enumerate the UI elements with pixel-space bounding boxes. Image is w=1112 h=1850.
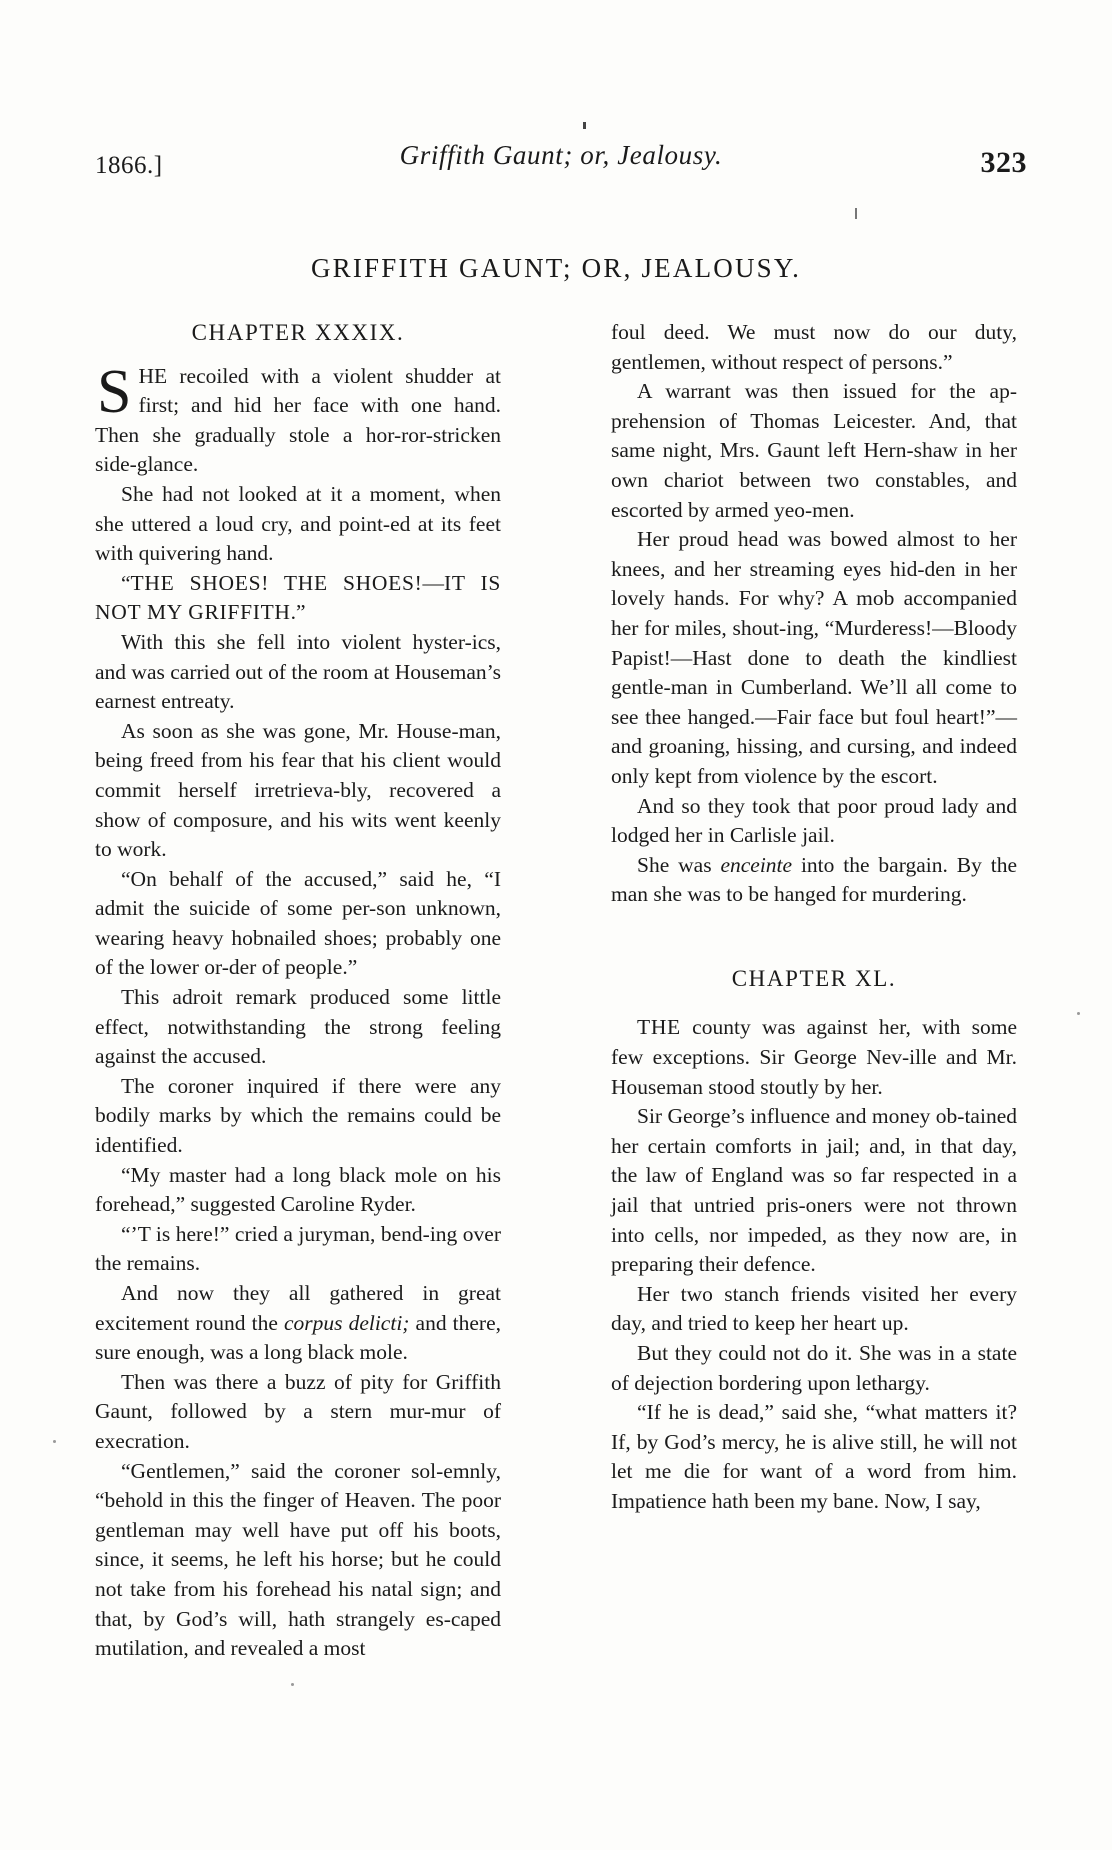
paragraph: “If he is dead,” said she, “what matters it? If, by God’s mercy, he is alive still, he will not let me die for want of a word from him. Impatience hath been my bane. Now, I say, [611, 1400, 1017, 1513]
paragraph-text: county was against her, with some few exceptions. Sir George Nev-ille and Mr. Houseman stood stoutly by her. [611, 1015, 1017, 1099]
paragraph: This adroit remark produced some little effect, notwithstanding the strong feeling against the accused. [95, 985, 501, 1069]
paragraph: As soon as she was gone, Mr. House-man, being freed from his fear that his client would commit herself irretrieva-bly, recovered a show of composure, and his wits went keenly to work. [95, 718, 501, 862]
chapter-heading-39: CHAPTER XXXIX. [191, 320, 405, 345]
quote-close: .” [290, 600, 306, 625]
quote-open: “ [121, 570, 131, 595]
paragraph: With this she fell into violent hyster-ics, and was carried out of the room at Houseman’s earnest entreaty. [95, 629, 501, 714]
smallcaps-text-1: THE SHOES! THE SHOES! [130, 570, 423, 595]
text-before-italic: And now they all gathered in great excitement round the [95, 1281, 501, 1335]
ink-speck-left-margin [53, 1440, 56, 1443]
italic-phrase: enceinte [720, 852, 793, 877]
drop-cap: S [97, 357, 132, 426]
paragraph: She had not looked at it a moment, when she uttered a loud cry, and point-ed at its feet with quivering hand. [95, 481, 501, 566]
running-head-title: Griffith Gaunt; or, Jealousy. [399, 140, 723, 170]
paragraph: “Gentlemen,” said the coroner sol-emnly, “behold in this the finger of Heaven. The poor gentleman may well have put off his boots, since, it seems, he left his horse; but he could not take from his forehead his natal sign; and that, by God’s will, hath strangely es-caped mutilation, and revealed a most [95, 1458, 501, 1661]
paragraph: foul deed. We must now do our duty, gentlemen, without respect of persons.” [611, 320, 1017, 374]
body-columns [95, 318, 1017, 1664]
left-column [95, 318, 501, 1664]
italic-phrase: corpus delicti; [283, 1310, 410, 1335]
ink-speck-upper-right [855, 208, 857, 219]
paragraph: Her two stanch friends visited her every day, and tried to keep her heart up. [611, 1281, 1017, 1336]
paragraph: The coroner inquired if there were any bodily marks by which the remains could be identified. [95, 1073, 501, 1158]
paragraph: Then was there a buzz of pity for Griffith Gaunt, followed by a stern mur-mur of execration. [95, 1369, 501, 1453]
paragraph: “On behalf of the accused,” said he, “I admit the suicide of some per-son unknown, wearing heavy hobnailed shoes; probably one of the lower or-der of people.” [95, 866, 501, 980]
text-after-italic: into the bargain. By the man she was to be hanged for murdering. [611, 852, 1017, 907]
running-head [95, 140, 1027, 180]
paragraph-smallcaps-open [611, 1013, 1017, 1102]
ink-speck-bottom [291, 1683, 294, 1686]
paragraph: Sir George’s influence and money ob-tained her certain comforts in jail; and, in that day, the law of England was so far respected in a jail that untried pris-oners were not thrown into cells, nor impeded, as they now are, in preparing their defence. [611, 1104, 1017, 1277]
paragraph: But they could not do it. She was in a state of dejection bordering upon lethargy. [611, 1341, 1017, 1395]
paragraph-with-italic [95, 1279, 501, 1368]
text-before-italic: She was [637, 852, 721, 877]
paragraph-text: HE recoiled with a violent shudder at first; and hid her face with one hand. Then she gradually stole a hor-ror-stricken side-glance. [95, 363, 501, 477]
smallcaps-opening-word: THE [637, 1015, 681, 1040]
paragraph: A warrant was then issued for the ap-prehension of Thomas Leicester. And, that same night, Mrs. Gaunt left Hern-shaw in her own chariot between two constables, and escorted by armed yeo-men. [611, 379, 1017, 522]
article-title: GRIFFITH GAUNT; OR, JEALOUSY. [310, 253, 802, 283]
paragraph-smallcaps [95, 569, 501, 628]
em-dash: — [422, 570, 444, 595]
ink-speck-right-margin [1077, 1012, 1080, 1015]
paragraph-with-italic [611, 851, 1017, 910]
chapter-heading-40: CHAPTER XL. [731, 965, 897, 991]
paragraph: “’T is here!” cried a juryman, bend-ing over the remains. [95, 1221, 501, 1276]
text-after-italic: and there, sure enough, was a long black mole. [95, 1310, 502, 1365]
page-number: 323 [980, 146, 1027, 179]
smallcaps-text-2: IT IS NOT MY GRIFFITH [95, 570, 501, 625]
paragraph: Her proud head was bowed almost to her knees, and her streaming eyes hid-den in her lovely hands. For why? A mob accompanied her for miles, shout-ing, “Murderess!—Bloody Papist!—Hast done to death the kindliest gentle-man in Cumberland. We’ll all come to see thee hanged.—Fair face but foul heart!”—and groaning, hissing, and cursing, and indeed only kept from violence by the escort. [611, 527, 1017, 788]
ink-speck-top [583, 122, 586, 129]
running-head-year: 1866.] [95, 152, 163, 179]
paragraph: And so they took that poor proud lady and lodged her in Carlisle jail. [611, 793, 1017, 848]
paragraph: “My master had a long black mole on his forehead,” suggested Caroline Ryder. [95, 1162, 501, 1217]
right-column [611, 318, 1017, 1517]
paragraph [95, 357, 501, 480]
